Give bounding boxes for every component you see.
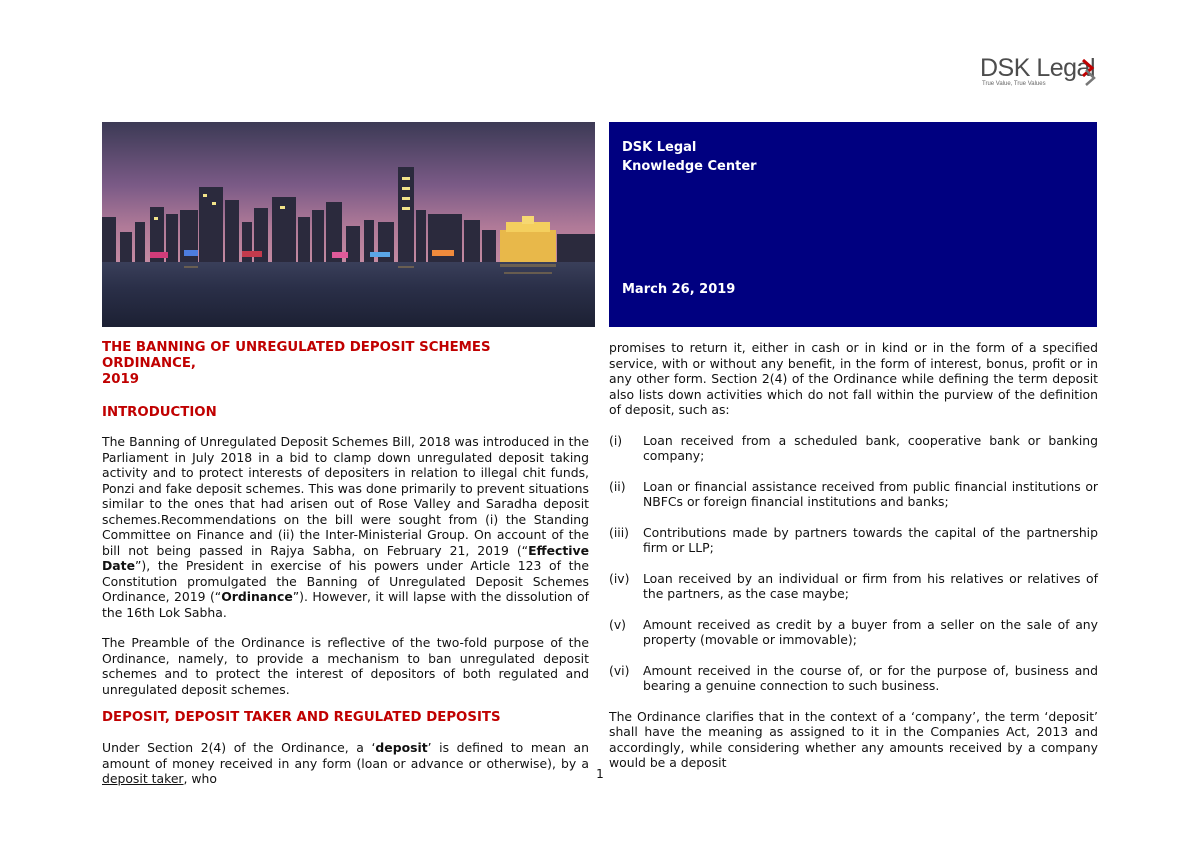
logo-tagline: True Value, True Values bbox=[982, 81, 1046, 87]
exclusion-list-item bbox=[609, 479, 1098, 510]
list-text: Contributions made by partners towards the capital of the partnership firm or LLP; bbox=[643, 524, 1098, 555]
introduction-heading: INTRODUCTION bbox=[102, 405, 217, 420]
exclusion-list-item bbox=[609, 571, 1098, 602]
continuation-paragraph: promises to return it, either in cash or in kind or in the form of a specified service, with or without any benefit, in the form of interest, bonus, profit or in any other form. Section 2(4) of the Ordinance while defining the term deposit also lists down activities which do not fall within the purview of the definition of deposit, such as: bbox=[609, 340, 1098, 417]
list-text: Amount received in the course of, or for the purpose of, business and bearing a genuine connection to such business. bbox=[643, 662, 1098, 693]
ordinance-term: Ordinance bbox=[221, 589, 293, 604]
banner-center: Knowledge Center bbox=[622, 159, 757, 174]
effective-date-term: Effective Date bbox=[102, 542, 589, 573]
exclusion-list-item bbox=[609, 525, 1098, 556]
knowledge-center-banner bbox=[609, 122, 1097, 327]
city-skyline-photo bbox=[102, 122, 595, 327]
list-number: (iv) bbox=[609, 570, 630, 586]
banner-date: March 26, 2019 bbox=[622, 282, 736, 297]
companies-act-paragraph: The Ordinance clarifies that in the context of a ‘company’, the term ‘deposit’ shall have the meaning as assigned to it in the Companies Act, 2013 and accordingly, while considering whether any amounts received by a company would be a deposit bbox=[609, 708, 1098, 770]
title-line-1: THE BANNING OF UNREGULATED DEPOSIT SCHEMES ORDINANCE, bbox=[102, 340, 491, 371]
page-number: 1 bbox=[596, 767, 604, 781]
exclusion-list-item bbox=[609, 433, 1098, 464]
list-number: (ii) bbox=[609, 478, 626, 494]
list-number: (i) bbox=[609, 432, 623, 448]
deposit-taker-term: deposit taker bbox=[102, 771, 184, 786]
dsk-legal-logo bbox=[980, 56, 1098, 90]
document-title bbox=[102, 340, 589, 388]
title-line-2: 2019 bbox=[102, 372, 140, 387]
deposit-definition-paragraph: Under Section 2(4) of the Ordinance, a ‘deposit’ is defined to mean an amount of money received in any form (loan or advance or otherwise), by a deposit taker, who bbox=[102, 740, 589, 786]
exclusion-list-item bbox=[609, 617, 1098, 648]
left-column bbox=[102, 340, 589, 787]
exclusion-list-item bbox=[609, 663, 1098, 694]
deposit-term: deposit bbox=[375, 740, 428, 755]
list-number: (iii) bbox=[609, 524, 629, 540]
deposit-section-heading: DEPOSIT, DEPOSIT TAKER AND REGULATED DEPOSITS bbox=[102, 710, 501, 725]
list-text: Loan received by an individual or firm from his relatives or relatives of the partners, as the case maybe; bbox=[643, 570, 1098, 601]
introduction-paragraph: The Banning of Unregulated Deposit Schemes Bill, 2018 was introduced in the Parliament in July 2018 in a bid to clamp down unregulated deposit taking activity and to protect interests of depositers in relation to illegal chit funds, Ponzi and fake deposit schemes. This was done primarily to prevent situations similar to the ones that had arisen out of Rose Valley and Saradha deposit schemes.Recommendations on the bill were sought from (i) the Standing Committee on Finance and (ii) the Inter-Ministerial Group. On account of the bill not being passed in Rajya Sabha, on February 21, 2019 (“Effective Date”), the President in exercise of his powers under Article 123 of the Constitution promulgated the Banning of Unregulated Deposit Schemes Ordinance, 2019 (“Ordinance”). However, it will lapse with the dissolution of the 16th Lok Sabha. bbox=[102, 434, 589, 620]
preamble-paragraph: The Preamble of the Ordinance is reflective of the two-fold purpose of the Ordinance, namely, to provide a mechanism to ban unregulated deposit schemes and to protect the interest of depositors of both regulated and unregulated deposit schemes. bbox=[102, 635, 589, 697]
logo-chevron-icon bbox=[1080, 58, 1098, 86]
list-number: (vi) bbox=[609, 662, 630, 678]
logo-text: DSK Legal bbox=[980, 54, 1096, 82]
list-text: Loan received from a scheduled bank, cooperative bank or banking company; bbox=[643, 432, 1098, 463]
list-text: Loan or financial assistance received from public financial institutions or NBFCs or foreign financial institutions and banks; bbox=[643, 478, 1098, 509]
right-column bbox=[609, 340, 1098, 771]
banner-org: DSK Legal bbox=[622, 140, 697, 155]
list-text: Amount received as credit by a buyer from a seller on the sale of any property (movable or immovable); bbox=[643, 616, 1098, 647]
list-number: (v) bbox=[609, 616, 627, 632]
